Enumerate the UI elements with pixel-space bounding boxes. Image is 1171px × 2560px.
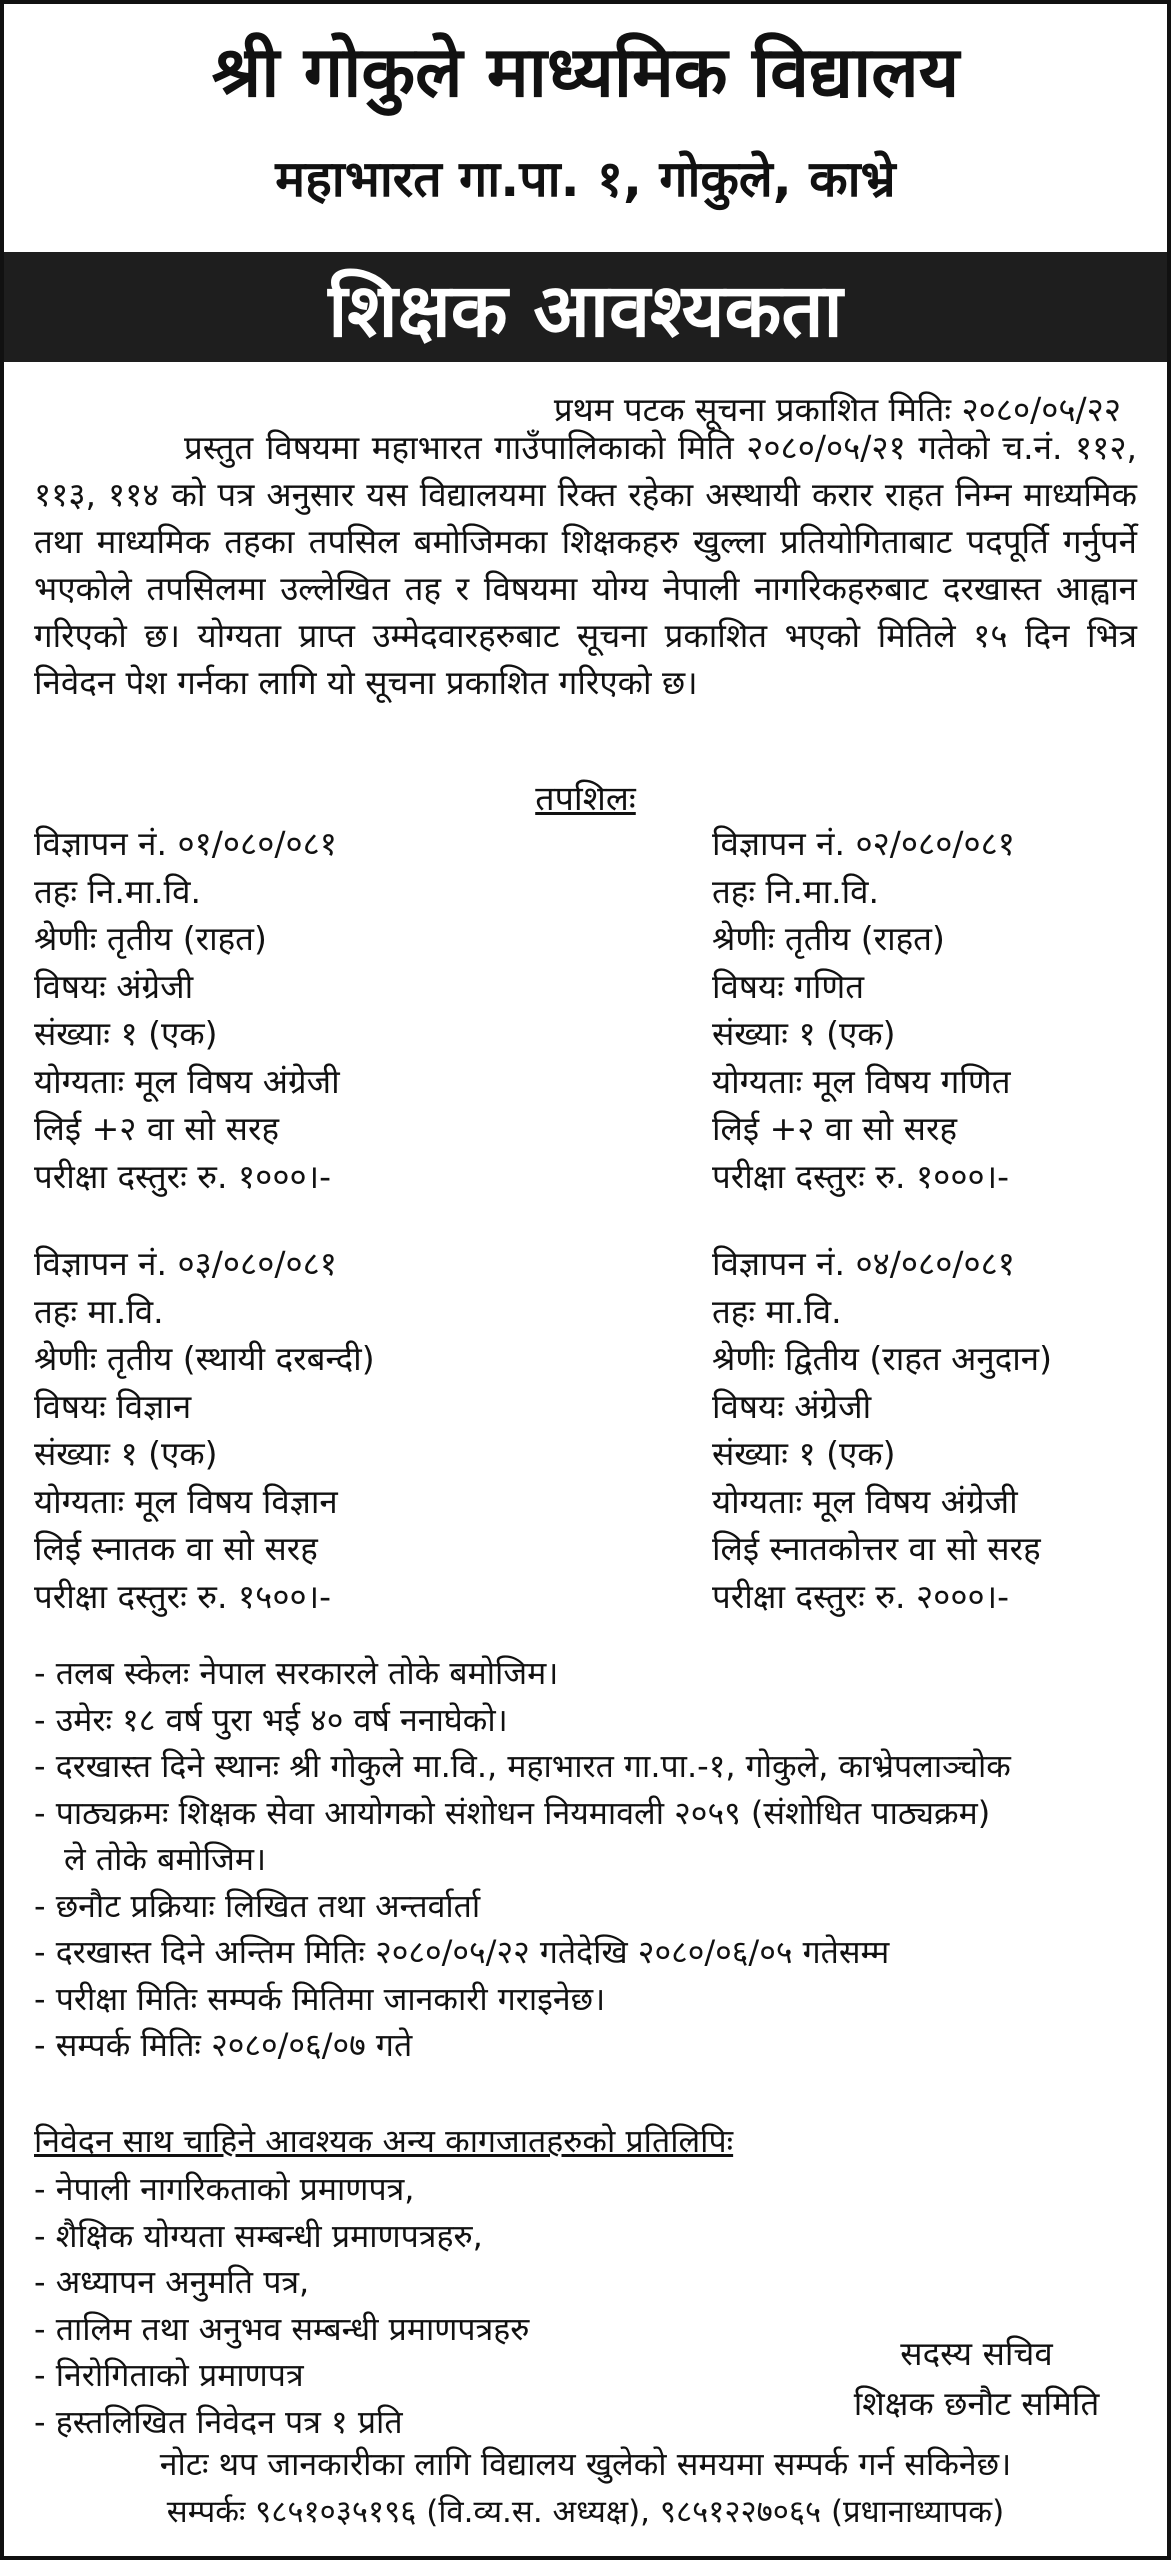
list-item: - तालिम तथा अनुभव सम्बन्धी प्रमाणपत्रहरु: [34, 2309, 530, 2348]
qualification: योग्यताः मूल विषय अंग्रेजी: [712, 1481, 1018, 1521]
footer-note: नोटः थप जानकारीका लागि विद्यालय खुलेको समयमा सम्पर्क गर्न सकिनेछ।: [159, 2445, 1012, 2483]
notice-title-banner: शिक्षक आवश्यकता: [4, 252, 1167, 362]
school-address: महाभारत गा.पा. १, गोकुले, काभ्रे: [275, 150, 896, 208]
list-item: - हस्तलिखित निवेदन पत्र १ प्रति: [34, 2402, 403, 2441]
level: तहः नि.मा.वि.: [34, 871, 201, 911]
level: तहः मा.वि.: [712, 1291, 842, 1331]
qualification: योग्यताः मूल विषय विज्ञान: [34, 1481, 338, 1521]
qualification: योग्यताः मूल विषय अंग्रेजी: [34, 1061, 340, 1101]
term-deadline: - दरखास्त दिने अन्तिम मितिः २०८०/०५/२२ गतेदेखि २०८०/०६/०५ गतेसम्म: [34, 1933, 890, 1971]
ad-number: विज्ञापन नं. ०१/०८०/०८१: [34, 824, 337, 863]
exam-fee: परीक्षा दस्तुरः रु. १०००।-: [712, 1156, 1010, 1196]
term-contact-date: - सम्पर्क मितिः २०८०/०६/०७ गते: [34, 2026, 413, 2064]
list-item: - नेपाली नागरिकताको प्रमाणपत्र,: [34, 2170, 415, 2208]
position-count: संख्याः १ (एक): [712, 1014, 896, 1053]
grade: श्रेणीः तृतीय (स्थायी दरबन्दी): [34, 1339, 375, 1378]
exam-fee: परीक्षा दस्तुरः रु. १५००।-: [34, 1576, 332, 1616]
list-item: - निरोगिताको प्रमाणपत्र: [34, 2356, 304, 2394]
subject: विषयः विज्ञान: [34, 1386, 192, 1426]
position-count: संख्याः १ (एक): [34, 1014, 218, 1053]
subject: विषयः अंग्रेजी: [34, 966, 194, 1006]
list-item: - शैक्षिक योग्यता सम्बन्धी प्रमाणपत्रहरु,: [34, 2216, 483, 2255]
ad-number: विज्ञापन नं. ०२/०८०/०८१: [712, 824, 1015, 863]
ad-number: विज्ञापन नं. ०३/०८०/०८१: [34, 1244, 337, 1283]
intro-paragraph: [34, 424, 1137, 706]
grade: श्रेणीः तृतीय (राहत): [712, 919, 945, 958]
documents-heading: निवेदन साथ चाहिने आवश्यक अन्य कागजातहरुको प्रतिलिपिः: [34, 2122, 734, 2160]
list-item: - अध्यापन अनुमति पत्र,: [34, 2263, 310, 2301]
vacancy-block-1: [34, 820, 340, 1200]
terms-list: [34, 1650, 1137, 2069]
term-salary: - तलब स्केलः नेपाल सरकारले तोके बमोजिम।: [34, 1654, 559, 1692]
vacancy-block-4: [712, 1240, 1052, 1620]
level: तहः नि.मा.वि.: [712, 871, 879, 911]
term-exam-date: - परीक्षा मितिः सम्पर्क मितिमा जानकारी गराइनेछ।: [34, 1979, 606, 2018]
level: तहः मा.वि.: [34, 1291, 164, 1331]
qualification: योग्यताः मूल विषय गणित: [712, 1061, 1011, 1101]
qualification-detail: लिई +२ वा सो सरह: [712, 1109, 957, 1148]
committee-name: शिक्षक छनौट समिति: [853, 2384, 1100, 2423]
qualification-detail: लिई स्नातकोत्तर वा सो सरह: [712, 1529, 1041, 1568]
term-selection-process: - छनौट प्रक्रियाः लिखित तथा अन्तर्वार्ता: [34, 1886, 481, 1925]
subject: विषयः अंग्रेजी: [712, 1386, 872, 1426]
signature-block: [804, 2329, 1149, 2429]
position-count: संख्याः १ (एक): [34, 1434, 218, 1473]
vacancy-block-2: [712, 820, 1015, 1200]
exam-fee: परीक्षा दस्तुरः रु. २०००।-: [712, 1576, 1010, 1616]
exam-fee: परीक्षा दस्तुरः रु. १०००।-: [34, 1156, 332, 1196]
contact-numbers: सम्पर्कः ९८५१०३५१९६ (वि.व्य.स. अध्यक्ष), ९८५१२२७०६५ (प्रधानाध्यापक): [166, 2494, 1005, 2530]
qualification-detail: लिई +२ वा सो सरह: [34, 1109, 279, 1148]
documents-list: [34, 2166, 529, 2445]
term-age: - उमेरः १८ वर्ष पुरा भई ४० वर्ष ननाघेको।: [34, 1700, 508, 1739]
signatory-title: सदस्य सचिव: [900, 2334, 1053, 2373]
term-application-place: - दरखास्त दिने स्थानः श्री गोकुले मा.वि., महाभारत गा.पा.-१, गोकुले, काभ्रेपलाञ्चोक: [34, 1747, 1011, 1785]
ad-number: विज्ञापन नं. ०४/०८०/०८१: [712, 1244, 1015, 1283]
school-name: श्री गोकुले माध्यमिक विद्यालय: [211, 31, 960, 113]
intro-text: प्रस्तुत विषयमा महाभारत गाउँपालिकाको मिति २०८०/०५/२१ गतेको च.नं. ११२, ११३, ११४ को पत्र अनुसार यस विद्यालयमा रिक्त रहेका अस्थायी करार राहत निम्न माध्यमिक तथा माध्यमिक तहका तपसिल बमोजिमका शिक्षकहरु खुल्ला प्रतियोगिताबाट पदपूर्ति गर्नुपर्ने भएकोले तपसिलमा उल्लेखित तह र विषयमा योग्य नेपाली नागरिकहरुबाट दरखास्त आह्वान गरिएको छ। योग्यता प्राप्त उम्मेदवारहरुबाट सूचना प्रकाशित भएको मितिले १५ दिन भित्र निवेदन पेश गर्नका लागि यो सूचना प्रकाशित गरिएको छ।: [34, 428, 1137, 702]
grade: श्रेणीः द्वितीय (राहत अनुदान): [712, 1339, 1052, 1378]
details-heading: तपशिलः: [535, 779, 636, 819]
subject: विषयः गणित: [712, 966, 865, 1006]
first-published-date: प्रथम पटक सूचना प्रकाशित मितिः २०८०/०५/२२: [553, 390, 1121, 429]
vacancy-block-3: [34, 1240, 375, 1620]
position-count: संख्याः १ (एक): [712, 1434, 896, 1473]
grade: श्रेणीः तृतीय (राहत): [34, 919, 267, 958]
qualification-detail: लिई स्नातक वा सो सरह: [34, 1529, 318, 1568]
term-syllabus-continued: ले तोके बमोजिम।: [64, 1840, 267, 1878]
term-syllabus: - पाठ्यक्रमः शिक्षक सेवा आयोगको संशोधन नियमावली २०५९ (संशोधित पाठ्यक्रम): [34, 1793, 991, 1832]
